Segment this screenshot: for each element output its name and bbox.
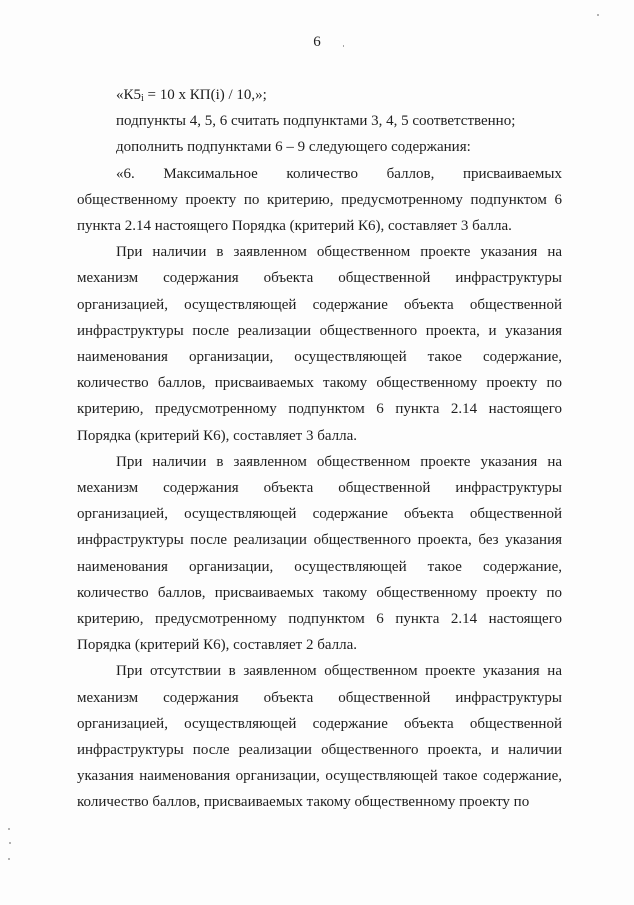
document-body bbox=[77, 82, 562, 816]
formula-rest: = 10 х КП(i) / 10,»; bbox=[143, 87, 267, 103]
paragraph-3-points: При наличии в заявленном общественном проекте указания на механизм содержания объекта общественной инфраструктуры организацией, осуществляющей содержание объекта общественной инфраструктуры после реализации общественного проекта, и указания наименования организации, осуществляющей такое содержание, количество баллов, присваиваемых такому общественному проекту по критерию, предусмотренному подпунктом 6 пункта 2.14 настоящего Порядка (критерий К6), составляет 3 балла. bbox=[77, 244, 562, 444]
formula-subscript: i bbox=[141, 93, 144, 104]
scan-speck bbox=[8, 858, 10, 860]
scan-speck bbox=[9, 842, 11, 844]
paragraph-supplement: дополнить подпунктами 6 – 9 следующего содержания: bbox=[116, 139, 471, 156]
formula-line bbox=[77, 82, 562, 108]
paragraph-renumber: подпункты 4, 5, 6 считать подпунктами 3, 4, 5 соответственно; bbox=[116, 113, 516, 130]
paragraph-2-points: При наличии в заявленном общественном проекте указания на механизм содержания объекта общественной инфраструктуры организацией, осуществляющей содержание объекта общественной инфраструктуры после реализации общественного проекта, без указания наименования организации, осуществляющей такое содержание, количество баллов, присваиваемых такому общественному проекту по критерию, предусмотренному подпунктом 6 пункта 2.14 настоящего Порядка (критерий К6), составляет 2 балла. bbox=[77, 453, 562, 654]
paragraph-absence: При отсутствии в заявленном общественном проекте указания на механизм содержания объекта общественной инфраструктуры организацией, осуществляющей содержание объекта общественной инфраструктуры после реализации общественного проекта, и наличии указания наименования организации, осуществляющей такое содержание, количество баллов, присваиваемых такому общественному проекту по bbox=[77, 663, 562, 811]
scan-speck bbox=[597, 14, 599, 16]
scan-speck bbox=[8, 828, 10, 830]
page-number: 6 bbox=[313, 34, 321, 50]
scan-speck bbox=[343, 45, 344, 47]
formula-prefix: «К5 bbox=[116, 87, 142, 103]
paragraph-item-6: «6. Максимальное количество баллов, присваиваемых общественному проекту по критерию, предусмотренному подпунктом 6 пункта 2.14 настоящего Порядка (критерий К6), составляет 3 балла. bbox=[77, 165, 562, 235]
